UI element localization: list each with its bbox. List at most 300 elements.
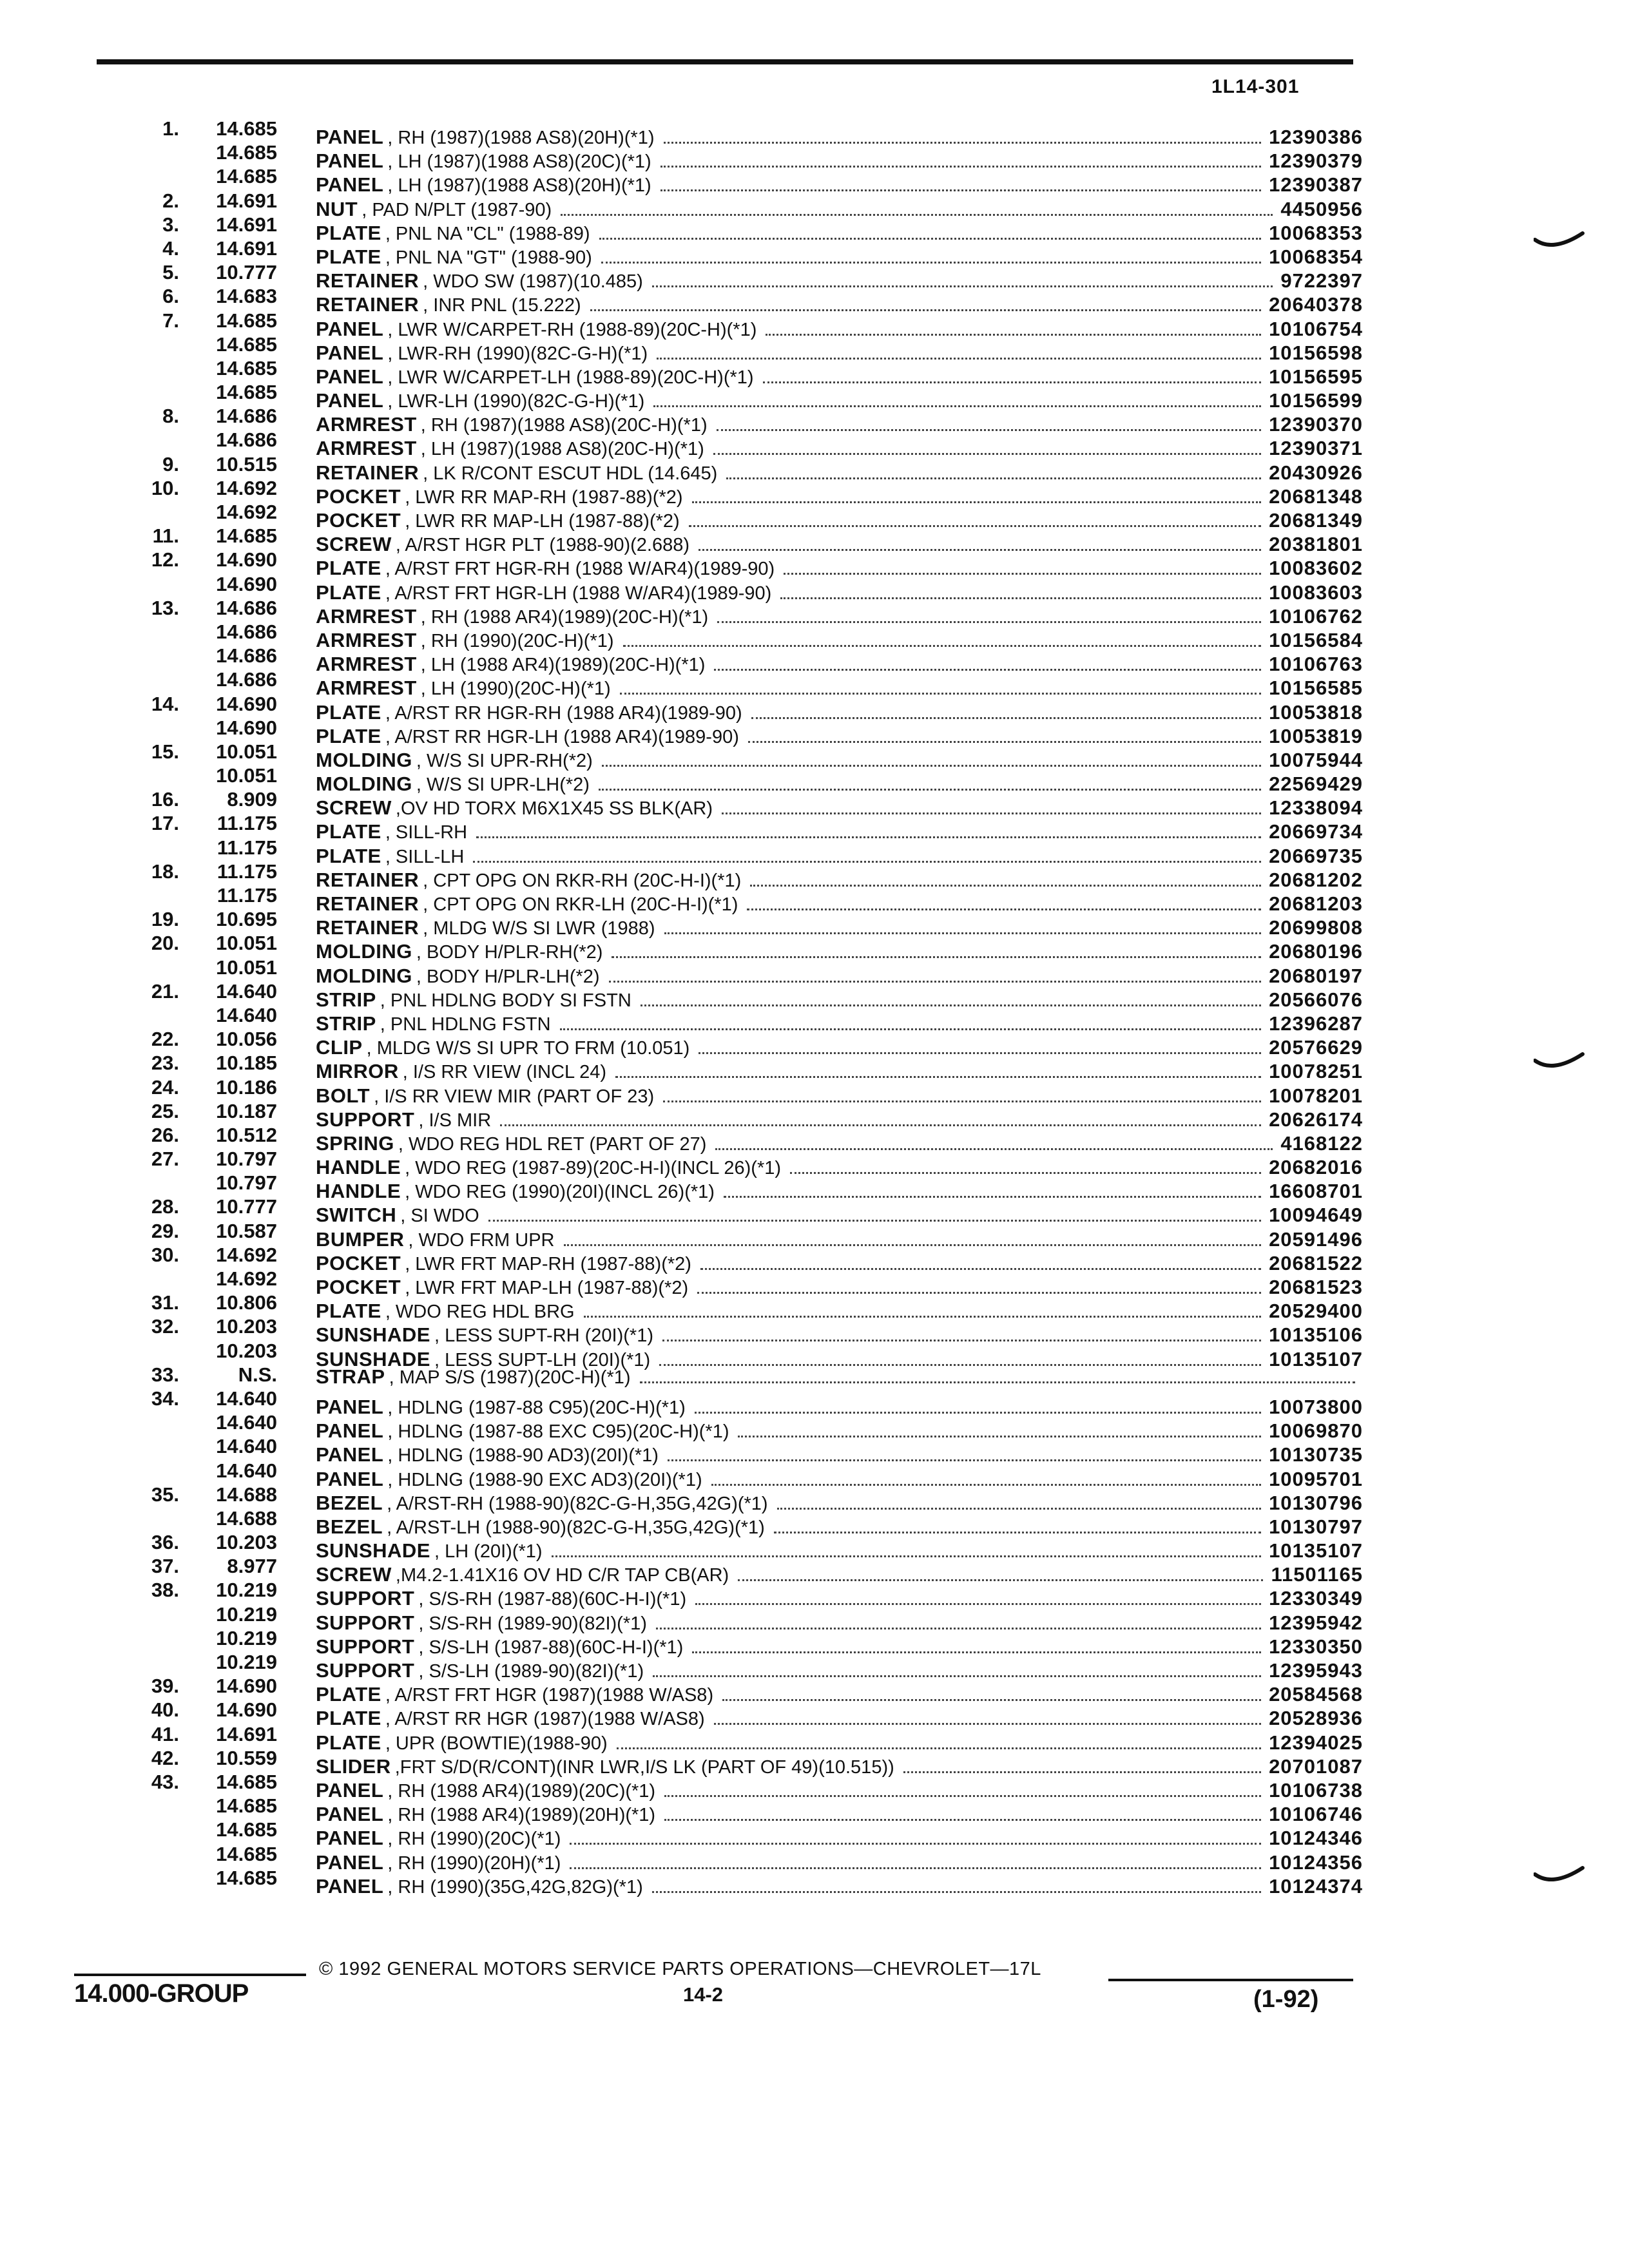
part-name: STRIP bbox=[316, 988, 376, 1011]
parts-row bbox=[148, 1794, 1369, 1826]
part-name: SWITCH bbox=[316, 1204, 397, 1227]
part-detail: , LWR W/CARPET-RH (1988-89)(20C-H)(*1) bbox=[387, 319, 757, 340]
part-name: PLATE bbox=[316, 820, 381, 843]
part-name: MOLDING bbox=[316, 940, 412, 963]
parts-row bbox=[148, 1675, 1369, 1706]
item-key: 24. bbox=[151, 1075, 179, 1099]
group-number: 10.203 bbox=[216, 1531, 277, 1554]
part-number: 20680196 bbox=[1269, 940, 1363, 963]
part-number: 20681202 bbox=[1269, 868, 1363, 891]
part-name: SUNSHADE bbox=[316, 1539, 430, 1562]
part-number: 12395942 bbox=[1269, 1611, 1363, 1634]
group-number: 10.051 bbox=[216, 764, 277, 787]
parts-row bbox=[148, 476, 1369, 508]
part-name: SCREW bbox=[316, 796, 392, 820]
part-detail: , WDO REG HDL RET (PART OF 27) bbox=[398, 1133, 707, 1155]
parts-row bbox=[148, 165, 1369, 197]
group-number: 14.685 bbox=[216, 524, 277, 548]
group-number: 14.685 bbox=[216, 309, 277, 332]
parts-row bbox=[148, 1651, 1369, 1682]
part-name: RETAINER bbox=[316, 892, 419, 915]
part-name: PLATE bbox=[316, 221, 381, 244]
group-number: 14.640 bbox=[216, 1435, 277, 1458]
part-number: 12330349 bbox=[1269, 1587, 1363, 1610]
page-code: 1L14-301 bbox=[1211, 76, 1300, 97]
part-name: ARMREST bbox=[316, 677, 417, 700]
group-number: 10.515 bbox=[216, 452, 277, 476]
part-detail: , RH (1988 AR4)(1989)(20C-H)(*1) bbox=[420, 606, 709, 628]
part-number: 10073800 bbox=[1269, 1395, 1363, 1418]
parts-row bbox=[148, 908, 1369, 939]
part-name: SUPPORT bbox=[316, 1611, 415, 1634]
item-key: 25. bbox=[151, 1099, 179, 1122]
item-key: 30. bbox=[151, 1243, 179, 1266]
group-number: 10.051 bbox=[216, 932, 277, 955]
part-name: SUPPORT bbox=[316, 1659, 415, 1682]
parts-row bbox=[148, 1052, 1369, 1083]
parts-row bbox=[148, 1363, 1369, 1387]
part-name: PLATE bbox=[316, 557, 381, 580]
item-key: 35. bbox=[151, 1483, 179, 1506]
part-number: 12390379 bbox=[1269, 149, 1363, 173]
part-number: 20529400 bbox=[1269, 1300, 1363, 1323]
parts-row bbox=[148, 524, 1369, 556]
part-number: 10083603 bbox=[1269, 581, 1363, 604]
part-number: 10156585 bbox=[1269, 677, 1363, 700]
group-number: 10.219 bbox=[216, 1651, 277, 1673]
part-name: PANEL bbox=[316, 1827, 384, 1850]
part-number: 20681523 bbox=[1269, 1276, 1363, 1298]
group-number: 14.688 bbox=[216, 1483, 277, 1506]
part-detail: , INR PNL (15.222) bbox=[423, 295, 581, 316]
part-number: 20680197 bbox=[1269, 964, 1363, 987]
parts-row bbox=[148, 1123, 1369, 1155]
part-name: SUPPORT bbox=[316, 1108, 415, 1131]
edition-date: (1-92) bbox=[1253, 1986, 1319, 2013]
item-key: 38. bbox=[151, 1579, 179, 1602]
part-name: RETAINER bbox=[316, 461, 419, 484]
part-number: 12395943 bbox=[1269, 1659, 1363, 1682]
group-number: 8.977 bbox=[227, 1555, 277, 1578]
group-number: 8.909 bbox=[227, 788, 277, 811]
parts-row bbox=[148, 1483, 1369, 1514]
parts-row bbox=[148, 309, 1369, 340]
part-number: 10156598 bbox=[1269, 341, 1363, 364]
part-detail: , LWR RR MAP-LH (1987-88)(*2) bbox=[405, 511, 680, 532]
group-number: 14.685 bbox=[216, 1770, 277, 1793]
part-name: MOLDING bbox=[316, 773, 412, 796]
part-name: PANEL bbox=[316, 1419, 384, 1443]
footer-rule bbox=[74, 1974, 306, 1976]
item-key: 20. bbox=[151, 932, 179, 955]
part-name: HANDLE bbox=[316, 1180, 401, 1203]
item-key: 32. bbox=[151, 1315, 179, 1338]
parts-row bbox=[148, 356, 1369, 388]
part-detail: , PNL HDLNG FSTN bbox=[380, 1014, 551, 1035]
group-number: 11.175 bbox=[217, 884, 277, 907]
group-number: 14.688 bbox=[216, 1506, 277, 1530]
part-detail: , LWR-LH (1990)(82C-G-H)(*1) bbox=[387, 391, 645, 412]
part-detail: , WDO FRM UPR bbox=[408, 1229, 555, 1251]
group-number: 10.186 bbox=[216, 1075, 277, 1099]
part-number: 4450956 bbox=[1280, 197, 1363, 220]
part-number: 10069870 bbox=[1269, 1419, 1363, 1443]
part-number: 20681203 bbox=[1269, 892, 1363, 915]
part-detail: , W/S SI UPR-RH(*2) bbox=[416, 750, 593, 771]
parts-row bbox=[148, 428, 1369, 460]
part-detail: , LWR-RH (1990)(82C-G-H)(*1) bbox=[387, 343, 648, 364]
part-number: 12338094 bbox=[1269, 796, 1363, 820]
part-detail: , BODY H/PLR-RH(*2) bbox=[416, 942, 603, 963]
group-number: 14.685 bbox=[216, 1818, 277, 1841]
part-detail: , LH (1988 AR4)(1989)(20C-H)(*1) bbox=[420, 655, 706, 676]
group-number: 10.219 bbox=[216, 1602, 277, 1626]
part-name: HANDLE bbox=[316, 1156, 401, 1179]
parts-row bbox=[148, 213, 1369, 244]
part-number: 20640378 bbox=[1269, 293, 1363, 316]
group-number: 11.175 bbox=[217, 860, 277, 883]
part-number: 12390371 bbox=[1269, 437, 1363, 460]
parts-row bbox=[148, 956, 1369, 987]
group-number: 14.692 bbox=[216, 1267, 277, 1290]
parts-row bbox=[148, 860, 1369, 891]
part-name: PANEL bbox=[316, 1874, 384, 1898]
parts-row bbox=[148, 884, 1369, 915]
parts-row bbox=[148, 548, 1369, 580]
part-name: PLATE bbox=[316, 1731, 381, 1754]
group-number: 14.683 bbox=[216, 285, 277, 308]
parts-row bbox=[148, 1219, 1369, 1251]
part-detail: , CPT OPG ON RKR-RH (20C-H-I)(*1) bbox=[423, 870, 742, 891]
parts-row bbox=[148, 405, 1369, 436]
group-number: 14.685 bbox=[216, 381, 277, 404]
item-key: 2. bbox=[162, 189, 179, 212]
group-number: 14.686 bbox=[216, 620, 277, 643]
part-detail: , S/S-RH (1987-88)(60C-H-I)(*1) bbox=[418, 1589, 687, 1610]
parts-row bbox=[148, 1698, 1369, 1730]
group-number: 14.691 bbox=[216, 1722, 277, 1745]
group-number: 14.691 bbox=[216, 236, 277, 260]
group-number: 14.690 bbox=[216, 572, 277, 595]
group-number: 14.685 bbox=[216, 165, 277, 188]
part-name: PLATE bbox=[316, 581, 381, 604]
part-detail: , A/RST FRT HGR-LH (1988 W/AR4)(1989-90) bbox=[385, 582, 772, 604]
item-key: 40. bbox=[151, 1698, 179, 1722]
part-detail: , MAP S/S (1987)(20C-H)(*1) bbox=[389, 1367, 631, 1388]
footer-rule bbox=[1108, 1979, 1353, 1981]
part-number: 12390387 bbox=[1269, 173, 1363, 197]
part-detail: , A/RST FRT HGR-RH (1988 W/AR4)(1989-90) bbox=[385, 559, 775, 580]
item-key: 11. bbox=[152, 524, 179, 548]
part-number: 10124356 bbox=[1269, 1850, 1363, 1874]
item-key: 42. bbox=[151, 1746, 179, 1769]
parts-row bbox=[148, 596, 1369, 628]
part-name: SUNSHADE bbox=[316, 1323, 430, 1347]
part-name: POCKET bbox=[316, 509, 401, 532]
part-number: 10078201 bbox=[1269, 1084, 1363, 1107]
part-detail: , HDLNG (1987-88 C95)(20C-H)(*1) bbox=[387, 1397, 686, 1418]
part-number: 20681348 bbox=[1269, 485, 1363, 508]
part-name: NUT bbox=[316, 197, 358, 220]
part-detail: , I/S RR VIEW MIR (PART OF 23) bbox=[374, 1086, 655, 1107]
part-name: BEZEL bbox=[316, 1491, 383, 1514]
part-number: 20381801 bbox=[1269, 533, 1363, 556]
part-number: 10124346 bbox=[1269, 1827, 1363, 1850]
part-detail: ,M4.2-1.41X16 OV HD C/R TAP CB(AR) bbox=[395, 1565, 729, 1586]
part-name: STRIP bbox=[316, 1012, 376, 1035]
item-key: 3. bbox=[162, 213, 179, 236]
parts-row bbox=[148, 1435, 1369, 1466]
part-name: PLATE bbox=[316, 1707, 381, 1730]
item-key: 17. bbox=[151, 812, 179, 835]
group-number: N.S. bbox=[238, 1363, 277, 1386]
item-key: 43. bbox=[151, 1770, 179, 1793]
part-detail: ,FRT S/D(R/CONT)(INR LWR,I/S LK (PART OF 49)(10.515)) bbox=[394, 1756, 894, 1778]
part-name: PLATE bbox=[316, 700, 381, 724]
part-detail: , LH (20I)(*1) bbox=[434, 1541, 543, 1562]
item-key: 16. bbox=[151, 788, 179, 811]
part-name: PLATE bbox=[316, 1683, 381, 1706]
part-number: 10135106 bbox=[1269, 1323, 1363, 1347]
item-key: 4. bbox=[162, 236, 179, 260]
group-number: 10.806 bbox=[216, 1291, 277, 1314]
part-number: 10075944 bbox=[1269, 748, 1363, 771]
group-number: 14.691 bbox=[216, 189, 277, 212]
part-name: RETAINER bbox=[316, 868, 419, 891]
part-detail: , A/RST RR HGR-RH (1988 AR4)(1989-90) bbox=[385, 702, 742, 724]
item-key: 29. bbox=[151, 1219, 179, 1242]
part-detail: , RH (1988 AR4)(1989)(20H)(*1) bbox=[387, 1805, 656, 1826]
part-detail: , HDLNG (1988-90 EXC AD3)(20I)(*1) bbox=[387, 1469, 702, 1490]
part-detail: , WDO REG HDL BRG bbox=[385, 1302, 575, 1323]
group-number: 14.685 bbox=[216, 356, 277, 380]
part-detail: , CPT OPG ON RKR-LH (20C-H-I)(*1) bbox=[423, 894, 738, 915]
group-number: 14.686 bbox=[216, 428, 277, 452]
part-name: MIRROR bbox=[316, 1060, 399, 1083]
part-detail: , RH (1988 AR4)(1989)(20C)(*1) bbox=[387, 1780, 656, 1802]
part-number: 20681522 bbox=[1269, 1251, 1363, 1274]
parts-row bbox=[148, 1267, 1369, 1298]
group-number: 14.692 bbox=[216, 501, 277, 523]
group-number: 14.640 bbox=[216, 1411, 277, 1434]
part-name: CLIP bbox=[316, 1036, 363, 1059]
part-number: 20576629 bbox=[1269, 1036, 1363, 1059]
part-name: RETAINER bbox=[316, 269, 419, 293]
parts-row bbox=[148, 668, 1369, 700]
parts-row bbox=[148, 1818, 1369, 1850]
parts-row bbox=[148, 1722, 1369, 1754]
group-number: 14.685 bbox=[216, 117, 277, 140]
item-description bbox=[316, 1365, 1363, 1389]
group-number: 10.587 bbox=[216, 1219, 277, 1242]
part-detail: , LH (1990)(20C-H)(*1) bbox=[420, 678, 611, 700]
group-number: 10.695 bbox=[216, 908, 277, 931]
top-rule bbox=[97, 59, 1353, 64]
part-name: RETAINER bbox=[316, 916, 419, 939]
parts-row bbox=[148, 1746, 1369, 1778]
group-number: 10.187 bbox=[216, 1099, 277, 1122]
item-key: 33. bbox=[151, 1363, 179, 1386]
part-number: 20682016 bbox=[1269, 1156, 1363, 1179]
part-number: 10068354 bbox=[1269, 245, 1363, 268]
item-key: 19. bbox=[151, 908, 179, 931]
part-detail: , RH (1987)(1988 AS8)(20H)(*1) bbox=[387, 128, 655, 148]
parts-row bbox=[148, 979, 1369, 1011]
part-number: 12390386 bbox=[1269, 126, 1363, 148]
part-detail: , MLDG W/S SI UPR TO FRM (10.051) bbox=[366, 1038, 690, 1059]
parts-row bbox=[148, 1411, 1369, 1443]
part-detail: , RH (1990)(20C-H)(*1) bbox=[420, 630, 614, 651]
part-name: MOLDING bbox=[316, 748, 412, 771]
item-key: 41. bbox=[151, 1722, 179, 1745]
part-name: PANEL bbox=[316, 1443, 384, 1466]
parts-row bbox=[148, 1315, 1369, 1347]
parts-row bbox=[148, 1602, 1369, 1634]
part-number: 20626174 bbox=[1269, 1108, 1363, 1131]
parts-row bbox=[148, 1243, 1369, 1274]
part-detail: , RH (1990)(20C)(*1) bbox=[387, 1829, 561, 1850]
parts-row bbox=[148, 1770, 1369, 1802]
parts-row bbox=[148, 1506, 1369, 1538]
part-detail: , SI WDO bbox=[400, 1206, 479, 1227]
part-detail: , A/RST RR HGR-LH (1988 AR4)(1989-90) bbox=[385, 726, 739, 747]
group-number: 14.690 bbox=[216, 1698, 277, 1722]
part-number: 10106754 bbox=[1269, 317, 1363, 340]
parts-row bbox=[148, 716, 1369, 747]
part-name: ARMREST bbox=[316, 413, 417, 436]
part-number: 12390370 bbox=[1269, 413, 1363, 436]
part-name: BOLT bbox=[316, 1084, 371, 1107]
parts-row bbox=[148, 1459, 1369, 1490]
part-number: 10095701 bbox=[1269, 1467, 1363, 1490]
part-number: 20681349 bbox=[1269, 509, 1363, 532]
part-number: 22569429 bbox=[1269, 773, 1363, 796]
part-number: 20584568 bbox=[1269, 1683, 1363, 1706]
parts-row bbox=[148, 501, 1369, 532]
part-detail: , BODY H/PLR-LH(*2) bbox=[416, 966, 600, 987]
part-detail: , LK R/CONT ESCUT HDL (14.645) bbox=[423, 463, 718, 484]
group-number: 14.690 bbox=[216, 548, 277, 572]
group-number: 10.051 bbox=[216, 740, 277, 763]
binder-mark-icon bbox=[1534, 231, 1585, 256]
parts-row bbox=[148, 644, 1369, 676]
part-name: ARMREST bbox=[316, 437, 417, 460]
parts-row bbox=[148, 189, 1369, 220]
part-name: POCKET bbox=[316, 1276, 401, 1298]
part-detail: , LESS SUPT-LH (20I)(*1) bbox=[434, 1349, 651, 1370]
group-number: 14.685 bbox=[216, 1794, 277, 1818]
part-number: 10106746 bbox=[1269, 1803, 1363, 1826]
part-name: PLATE bbox=[316, 1300, 381, 1323]
part-detail: , LWR FRT MAP-LH (1987-88)(*2) bbox=[405, 1278, 689, 1298]
group-number: 14.691 bbox=[216, 213, 277, 236]
part-detail: , A/RST-RH (1988-90)(82C-G-H,35G,42G)(*1) bbox=[387, 1493, 768, 1514]
part-name: MOLDING bbox=[316, 964, 412, 987]
item-key: 14. bbox=[151, 692, 179, 715]
part-name: SLIDER bbox=[316, 1754, 391, 1778]
group-number: 10.051 bbox=[216, 956, 277, 979]
item-key: 9. bbox=[162, 452, 179, 476]
part-number: 10130735 bbox=[1269, 1443, 1363, 1466]
part-detail: , LH (1987)(1988 AS8)(20H)(*1) bbox=[387, 175, 651, 197]
parts-row bbox=[148, 1171, 1369, 1203]
part-number: 11501165 bbox=[1271, 1563, 1363, 1586]
part-detail: ,OV HD TORX M6X1X45 SS BLK(AR) bbox=[395, 798, 713, 820]
group-number: 10.512 bbox=[216, 1123, 277, 1146]
group-number: 10.219 bbox=[216, 1626, 277, 1649]
group-number: 14.640 bbox=[216, 1003, 277, 1026]
part-detail: , SILL-RH bbox=[385, 822, 468, 843]
part-number: 16608701 bbox=[1269, 1180, 1363, 1203]
part-number: 10106763 bbox=[1269, 653, 1363, 676]
item-key: 34. bbox=[151, 1387, 179, 1410]
part-detail: , WDO REG (1987-89)(20C-H-I)(INCL 26)(*1) bbox=[405, 1158, 782, 1179]
part-detail: , WDO SW (1987)(10.485) bbox=[423, 271, 643, 293]
parts-row bbox=[148, 692, 1369, 724]
parts-row bbox=[148, 620, 1369, 651]
parts-row bbox=[148, 1579, 1369, 1610]
part-name: ARMREST bbox=[316, 653, 417, 676]
part-name: SPRING bbox=[316, 1131, 394, 1155]
part-name: SUPPORT bbox=[316, 1587, 415, 1610]
item-key: 1. bbox=[162, 117, 179, 140]
group-number: 14.686 bbox=[216, 405, 277, 428]
part-name: PANEL bbox=[316, 317, 384, 340]
leader-dots bbox=[640, 1381, 1355, 1383]
part-detail: , WDO REG (1990)(20I)(INCL 26)(*1) bbox=[405, 1182, 715, 1203]
group-number: 14.685 bbox=[216, 1842, 277, 1865]
part-detail: , LH (1987)(1988 AS8)(20C-H)(*1) bbox=[420, 439, 704, 460]
group-number: 10.203 bbox=[216, 1315, 277, 1338]
group-number: 14.640 bbox=[216, 1459, 277, 1482]
part-name: STRAP bbox=[316, 1365, 385, 1388]
part-name: RETAINER bbox=[316, 293, 419, 316]
part-name: BEZEL bbox=[316, 1515, 383, 1538]
part-number: 20701087 bbox=[1269, 1754, 1363, 1778]
parts-row bbox=[148, 141, 1369, 173]
parts-row bbox=[148, 1339, 1369, 1370]
part-number: 10068353 bbox=[1269, 221, 1363, 244]
item-key: 21. bbox=[151, 979, 179, 1003]
part-name: PANEL bbox=[316, 173, 384, 197]
item-key: 13. bbox=[151, 596, 179, 619]
part-number: 10124374 bbox=[1269, 1874, 1363, 1898]
part-detail: , LH (1987)(1988 AS8)(20C)(*1) bbox=[387, 151, 651, 173]
parts-row bbox=[148, 1531, 1369, 1562]
part-number: 12394025 bbox=[1269, 1731, 1363, 1754]
item-key: 31. bbox=[151, 1291, 179, 1314]
part-name: PANEL bbox=[316, 1778, 384, 1802]
part-detail: , LWR FRT MAP-RH (1987-88)(*2) bbox=[405, 1253, 691, 1274]
parts-row bbox=[148, 812, 1369, 843]
binder-mark-icon bbox=[1534, 1052, 1585, 1077]
parts-row bbox=[148, 1842, 1369, 1874]
part-name: POCKET bbox=[316, 1251, 401, 1274]
part-number: 10135107 bbox=[1269, 1539, 1363, 1562]
part-name: PANEL bbox=[316, 365, 384, 388]
part-detail: , A/RST FRT HGR (1987)(1988 W/AS8) bbox=[385, 1685, 714, 1706]
part-name: PANEL bbox=[316, 341, 384, 364]
group-number: 11.175 bbox=[217, 836, 277, 859]
group-number: 10.559 bbox=[216, 1746, 277, 1769]
item-key: 23. bbox=[151, 1052, 179, 1075]
part-number: 9722397 bbox=[1280, 269, 1363, 293]
parts-row bbox=[148, 932, 1369, 963]
group-number: 14.686 bbox=[216, 644, 277, 668]
parts-row bbox=[148, 572, 1369, 604]
part-detail: , PNL HDLNG BODY SI FSTN bbox=[380, 990, 631, 1011]
parts-row bbox=[148, 117, 1369, 148]
